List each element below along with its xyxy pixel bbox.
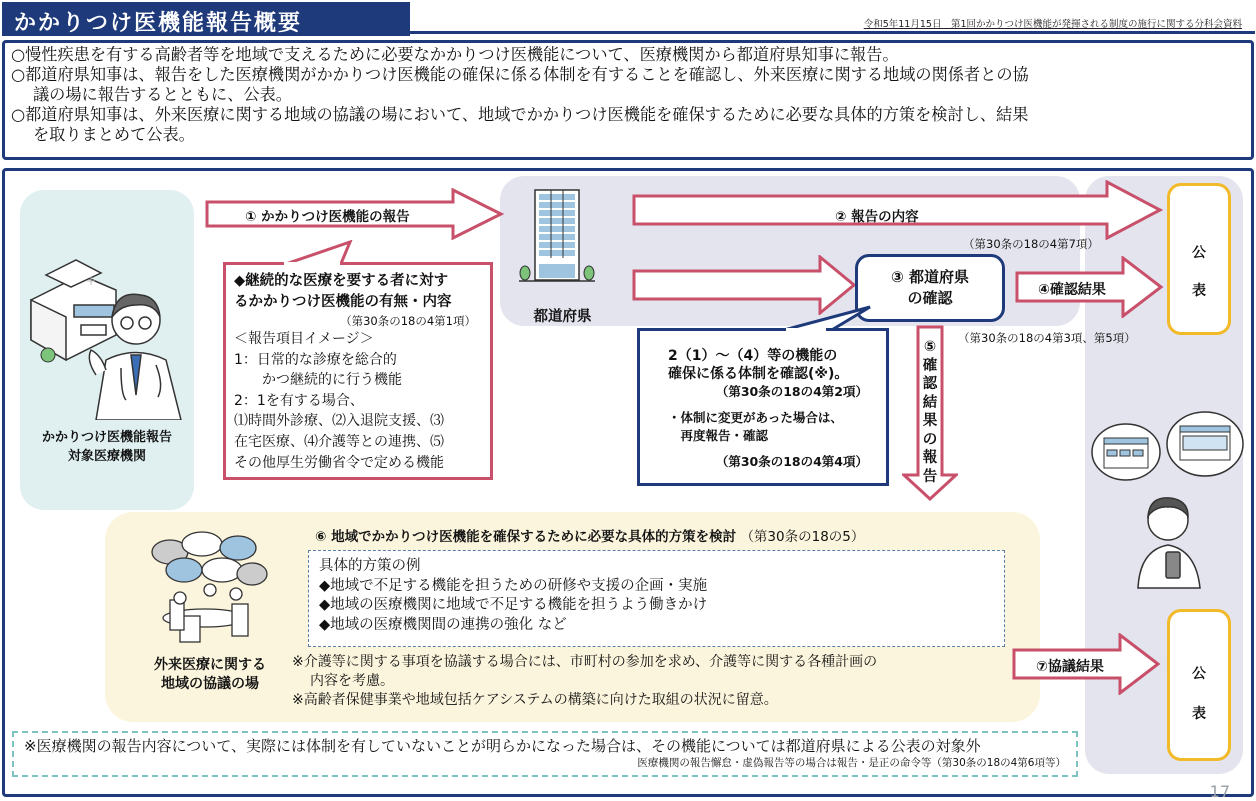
vert-char: の (922, 431, 938, 448)
council-meeting-icon (140, 530, 270, 650)
summary-line: を取りまとめて公表。 (33, 125, 195, 144)
report-content-box (223, 262, 493, 480)
confirm-detail-box (637, 328, 889, 486)
arrow-council-result-label: ⑦協議結果 (1036, 659, 1104, 675)
detail-ref: （第30条の18の4第2項） (715, 384, 868, 399)
detail-line: 再度報告・確認 (668, 428, 769, 443)
council-note: ※介護等に関する事項を協議する場合には、市町村の参加を求め、介護等に関する各種計画の (292, 654, 878, 670)
prefecture-building-icon (517, 188, 597, 298)
council-title-text: ⑥ 地域でかかりつけ医機能を確保するために必要な具体的方策を検討 (315, 529, 737, 545)
report-head: るかかりつけ医機能の有無・内容 (234, 294, 452, 310)
council-label-line: 地域の協議の場 (161, 676, 259, 692)
page-title: かかりつけ医機能報告概要 (2, 2, 410, 36)
vert-char: 果 (922, 413, 938, 429)
summary-line: ○都道府県知事は、外来医療に関する地域の協議の場において、地域でかかりつけ医機能を確保するために必要な具体的方策を検討し、結果 (11, 105, 1029, 124)
detail-line: 確保に係る体制を確認(※)。 (668, 366, 849, 382)
pub-char: 公 (1192, 666, 1206, 682)
detail-line: 2（1）～（4）等の機能の (668, 348, 838, 364)
report-item: その他厚生労働省令で定める機能 (234, 454, 444, 471)
council-notes (292, 653, 1012, 710)
report-item: 1：日常的な診療を総合的 (234, 351, 397, 368)
hospital-doctor-icon (26, 245, 191, 420)
footnote-box (12, 731, 1078, 777)
pub-char: 表 (1192, 706, 1206, 722)
title-rule (410, 31, 1255, 34)
publication-box-bottom (1167, 609, 1231, 761)
detail-ref: （第30条の18の4第4項） (715, 454, 868, 469)
arrow-report-content-label: ② 報告の内容 (835, 209, 919, 225)
vert-char: 確 (922, 357, 938, 374)
pub-char: 表 (1192, 283, 1206, 299)
report-item: ⑴時間外診療、⑵入退院支援、⑶ (234, 413, 444, 430)
confirm-line: ③ 都道府県 (891, 268, 969, 286)
vert-char: 報 (922, 450, 938, 466)
citizen-smartphone-icon (1088, 410, 1248, 600)
footnote-line: ※医療機関の報告内容について、実際には体制を有していないことが明らかになった場合は、その機能については都道府県による公表の対象外 (24, 737, 981, 755)
arrow-confirm-report-label (918, 338, 942, 486)
arrow-report-label: ① かかりつけ医機能の報告 (245, 209, 410, 225)
council-note: ※高齢者保健事業や地域包括ケアシステムの構築に向けた取組の状況に留意。 (292, 692, 778, 708)
publication-box-top (1167, 183, 1231, 335)
report-ref: （第30条の18の4第1項） (340, 314, 476, 328)
arrow-confirm-result-label: ④確認結果 (1038, 282, 1106, 298)
report-item: ＜報告項目イメージ＞ (234, 331, 374, 347)
report-item: かつ継続的に行う機能 (234, 372, 402, 389)
summary-line: ○慢性疾患を有する高齢者等を地域で支えるために必要なかかりつけ医機能について、医療機関から都道府県知事に報告。 (11, 45, 899, 64)
pub-char: 公 (1192, 245, 1206, 261)
tail-join (284, 262, 340, 266)
hospital-label-line: 対象医療機関 (67, 449, 146, 464)
detail-line: ・体制に変更があった場合は、 (668, 410, 843, 425)
plans-box (308, 550, 1005, 647)
vert-char: ⑤ (923, 339, 937, 355)
report-item: 2：1を有する場合、 (234, 392, 364, 409)
summary-line: ○都道府県知事は、報告をした医療機関がかかりつけ医機能の確保に係る体制を有することを確認し、外来医療に関する地域の関係者との協 (11, 65, 1029, 84)
arrow2-ref: （第30条の18の4第7項） (963, 237, 1099, 251)
page-number: 17 (1209, 782, 1230, 801)
council-label (130, 656, 290, 694)
vert-char: 認 (922, 376, 938, 392)
tail-join (786, 328, 826, 332)
summary-line: 議の場に報告するとともに、公表。 (33, 85, 292, 104)
plan-item: ◆地域で不足する機能を担うための研修や支援の企画・実施 (319, 577, 708, 594)
source-note: 令和5年11月15日 第1回かかりつけ医機能が発揮される制度の施行に関する分科会資料 (863, 19, 1242, 30)
svg-text:+: + (86, 274, 97, 288)
hospital-label (20, 428, 194, 466)
prefecture-label: 都道府県 (533, 309, 592, 325)
council-title (315, 525, 864, 545)
confirm-line: の確認 (907, 289, 953, 307)
vert-char: 告 (922, 468, 938, 485)
plan-item: ◆地域の医療機関に地域で不足する機能を担うよう働きかけ (319, 597, 708, 613)
report-item: 在宅医療、⑷介護等との連携、⑸ (234, 433, 444, 450)
plan-item: 具体的方策の例 (319, 558, 421, 574)
council-title-ref: （第30条の18の5） (740, 529, 865, 545)
hospital-label-line: かかりつけ医機能報告 (41, 430, 172, 445)
report-head: ◆継続的な医療を要する者に対す (234, 273, 449, 289)
council-note: 内容を考慮。 (310, 673, 394, 689)
footnote-line: 医療機関の報告懈怠・虚偽報告等の場合は報告・是正の命令等（第30条の18の4第6項等） (637, 757, 1066, 769)
plan-item: ◆地域の医療機関間の連携の強化 など (319, 616, 567, 633)
vert-char: 結 (922, 394, 938, 411)
council-label-line: 外来医療に関する (154, 657, 266, 673)
summary-box (2, 40, 1254, 160)
arrow4-ref: （第30条の18の4第3項、第5項） (958, 331, 1136, 345)
